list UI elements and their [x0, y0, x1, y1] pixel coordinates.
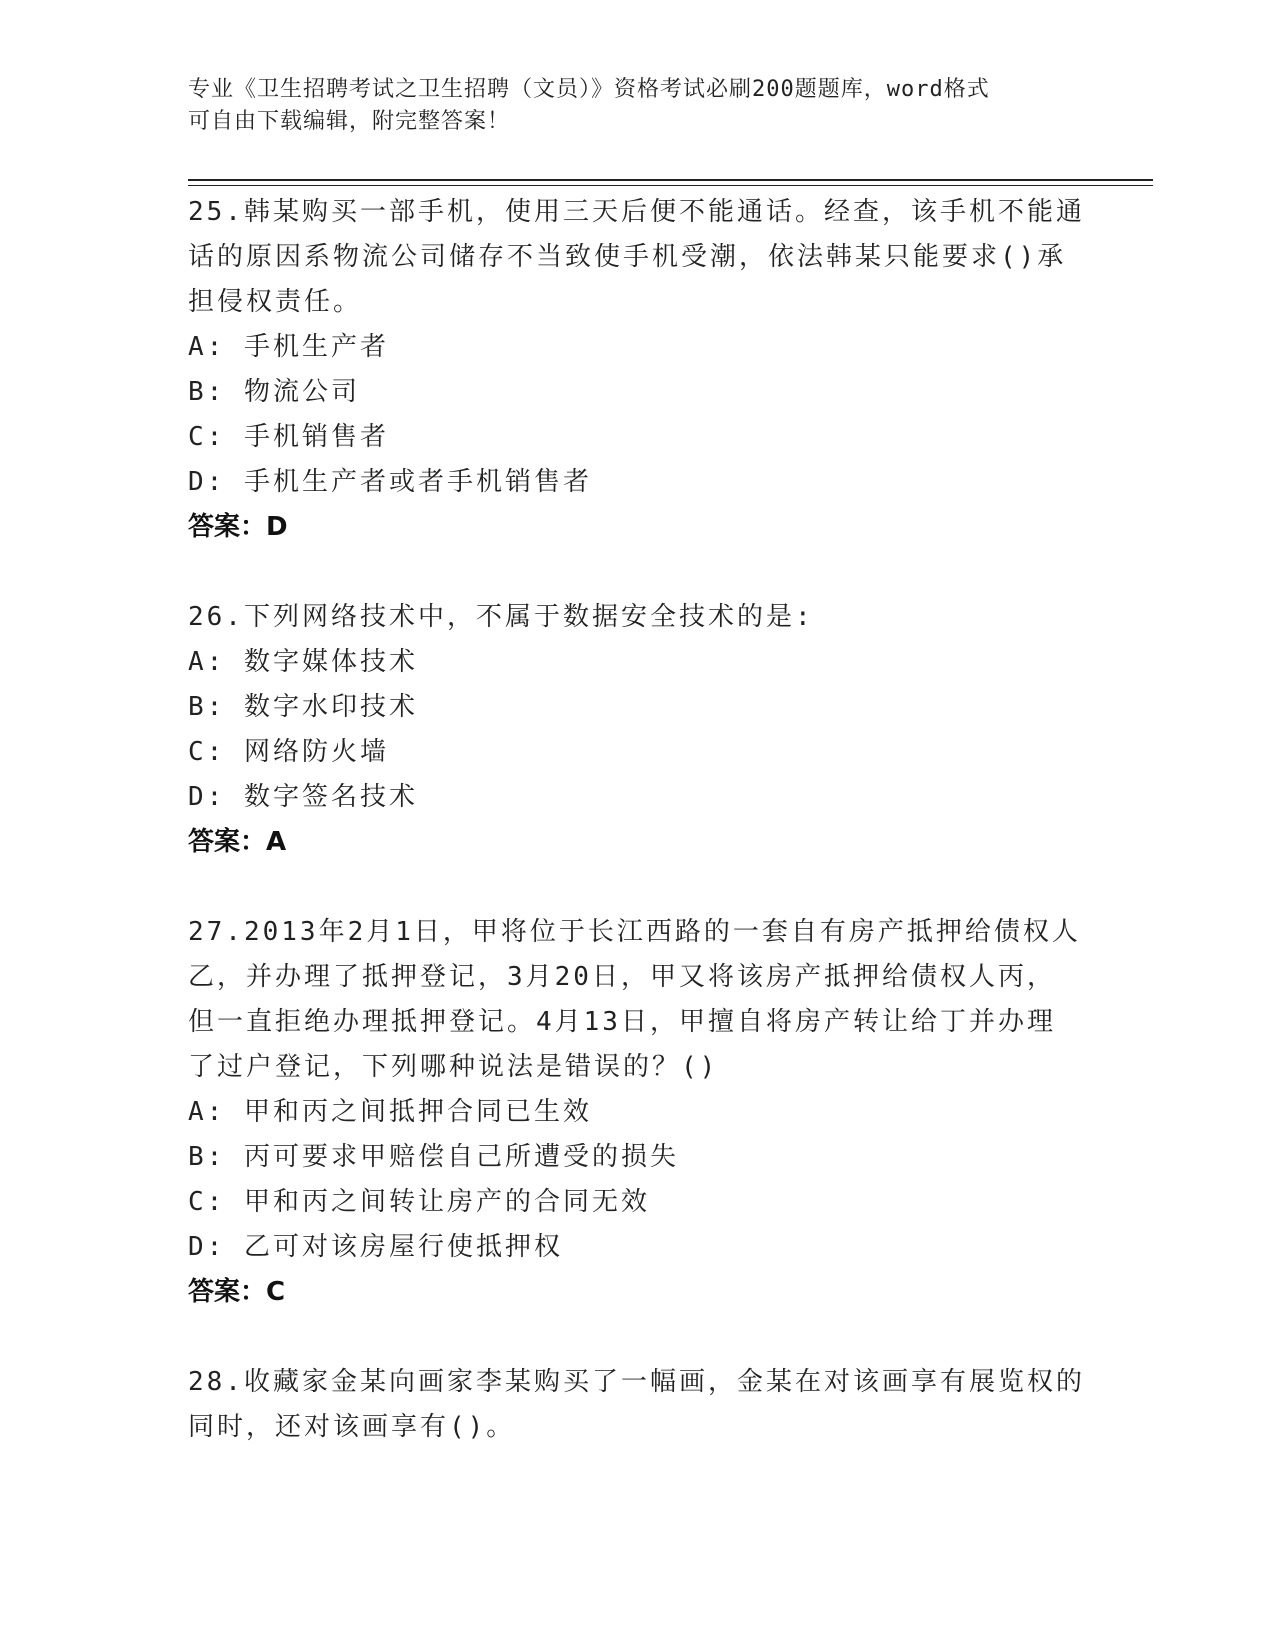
header-divider-thick [188, 179, 1153, 181]
question-stem [188, 190, 1088, 325]
question-line: 25.韩某购买一部手机，使用三天后便不能通话。经查，该手机不能通 [188, 197, 1085, 227]
question-line: 同时，还对该画享有()。 [188, 1412, 516, 1442]
question-line: 乙，并办理了抵押登记，3月20日，甲又将该房产抵押给债权人丙， [188, 962, 1056, 992]
question-line: 27.2013年2月1日，甲将位于长江西路的一套自有房产抵押给债权人 [188, 917, 1081, 947]
header-divider-thin [188, 185, 1153, 186]
option-d: D: 乙可对该房屋行使抵押权 [188, 1232, 563, 1262]
question-line: 担侵权责任。 [188, 287, 363, 317]
option-b: B: 丙可要求甲赔偿自己所遭受的损失 [188, 1142, 679, 1172]
question-stem [188, 910, 1088, 1090]
document-header [188, 74, 1088, 138]
option-d: D: 手机生产者或者手机销售者 [188, 467, 592, 497]
question-line: 了过户登记，下列哪种说法是错误的？() [188, 1052, 719, 1082]
question-stem [188, 595, 1088, 640]
option-b: B: 物流公司 [188, 377, 360, 407]
question-26 [188, 595, 1088, 865]
header-line-1: 专业《卫生招聘考试之卫生招聘（文员）》资格考试必刷200题题库，word格式 [188, 77, 990, 102]
question-line: 26.下列网络技术中，不属于数据安全技术的是: [188, 602, 814, 632]
question-list [188, 190, 1088, 1495]
question-line: 28.收藏家金某向画家李某购买了一幅画，金某在对该画享有展览权的 [188, 1367, 1085, 1397]
option-a: A: 手机生产者 [188, 332, 389, 362]
option-a: A: 甲和丙之间抵押合同已生效 [188, 1097, 592, 1127]
answer-label: 答案：A [188, 827, 287, 857]
question-27 [188, 910, 1088, 1315]
option-c: C: 甲和丙之间转让房产的合同无效 [188, 1187, 650, 1217]
question-stem [188, 1360, 1088, 1450]
option-d: D: 数字签名技术 [188, 782, 418, 812]
question-line: 话的原因系物流公司储存不当致使手机受潮，依法韩某只能要求()承 [188, 242, 1067, 272]
question-25 [188, 190, 1088, 550]
option-b: B: 数字水印技术 [188, 692, 418, 722]
header-line-2: 可自由下载编辑，附完整答案！ [188, 109, 511, 134]
option-c: C: 网络防火墙 [188, 737, 389, 767]
option-a: A: 数字媒体技术 [188, 647, 418, 677]
answer-label: 答案：D [188, 512, 288, 542]
question-line: 但一直拒绝办理抵押登记。4月13日，甲擅自将房产转让给丁并办理 [188, 1007, 1056, 1037]
option-c: C: 手机销售者 [188, 422, 389, 452]
answer-label: 答案：C [188, 1277, 286, 1307]
question-28 [188, 1360, 1088, 1450]
